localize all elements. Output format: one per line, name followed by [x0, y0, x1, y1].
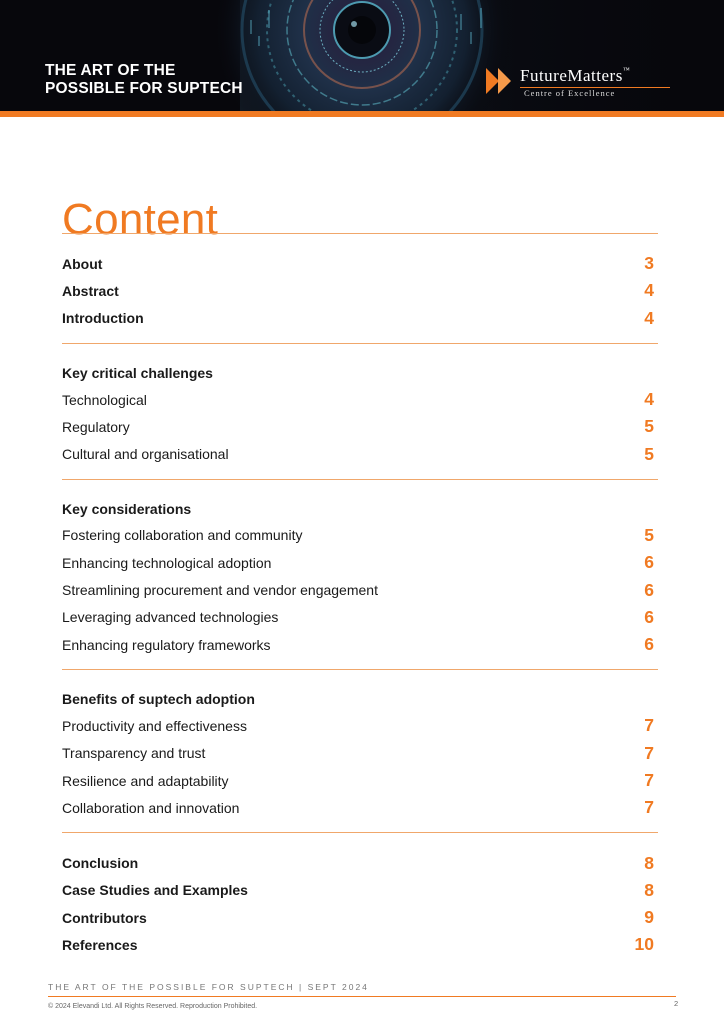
- toc-entry[interactable]: [62, 413, 658, 440]
- footer-copyright: © 2024 Elevandi Ltd. All Rights Reserved. Reproduction Prohibited.: [48, 1003, 258, 1010]
- toc-entry[interactable]: [62, 277, 658, 304]
- toc-entry-page: 5: [644, 416, 654, 437]
- toc-entry-page: 7: [644, 797, 654, 818]
- toc-entry-page: 4: [644, 280, 654, 301]
- toc-entry-label: References: [62, 936, 138, 953]
- toc-section: [62, 669, 658, 832]
- toc-entry-page: 6: [644, 606, 654, 627]
- toc-entry[interactable]: [62, 305, 658, 332]
- toc-entry[interactable]: [62, 877, 658, 904]
- banner-title-line2: POSSIBLE FOR SUPTECH: [45, 80, 243, 97]
- toc-entry[interactable]: [62, 931, 658, 958]
- page-title: Content: [62, 195, 219, 245]
- toc-entry-label: Resilience and adaptability: [62, 772, 229, 789]
- toc-entry-label: Enhancing regulatory frameworks: [62, 636, 271, 653]
- toc-entry-label: Transparency and trust: [62, 745, 206, 762]
- toc-entry-page: 4: [644, 389, 654, 410]
- toc-entry-page: 5: [644, 443, 654, 464]
- toc-entry-page: 3: [644, 253, 654, 274]
- header-banner: [0, 0, 724, 111]
- toc-section: [62, 479, 658, 669]
- toc-entry[interactable]: [62, 712, 658, 739]
- toc-entry-page: 5: [644, 524, 654, 545]
- toc-section: [62, 343, 658, 479]
- toc-entry[interactable]: [62, 549, 658, 576]
- toc-entry-page: 7: [644, 770, 654, 790]
- toc-entry[interactable]: [62, 386, 658, 413]
- toc-entry-page: 6: [644, 579, 654, 600]
- toc-entry-page: 6: [644, 552, 654, 573]
- toc-entry-label: Leveraging advanced technologies: [62, 609, 279, 626]
- toc-entry[interactable]: [62, 604, 658, 631]
- futurematters-logo: [486, 66, 686, 102]
- toc-entry-label: Case Studies and Examples: [62, 882, 248, 899]
- toc-entry-page: 7: [644, 742, 654, 763]
- toc-entry-label: Fostering collaboration and community: [62, 527, 303, 544]
- toc-entry-page: 6: [644, 634, 654, 655]
- toc-entry-label: Productivity and effectiveness: [62, 717, 247, 734]
- toc-entry[interactable]: [62, 767, 658, 794]
- toc-entry[interactable]: [62, 904, 658, 931]
- logo-name: FutureMatters™: [520, 66, 631, 85]
- toc-entry-label: Streamlining procurement and vendor engagement: [62, 582, 378, 599]
- toc-section: [62, 233, 658, 343]
- header-accent-bar: [0, 111, 724, 117]
- toc-entry-page: 4: [644, 307, 654, 328]
- toc-entry-label: Contributors: [62, 909, 147, 926]
- toc-entry-label: Conclusion: [62, 855, 139, 872]
- toc-entry-page: 10: [634, 934, 654, 955]
- toc-entry-label: Abstract: [62, 282, 119, 299]
- toc-entry-label: Cultural and organisational: [62, 446, 229, 463]
- toc-entry-label: Enhancing technological adoption: [62, 554, 272, 571]
- toc-section: [62, 832, 658, 969]
- footer-page-number: 2: [674, 999, 679, 1008]
- toc-entry-page: 8: [644, 879, 654, 900]
- toc-entry-label: About: [62, 255, 103, 272]
- toc-entry-label: Technological: [62, 391, 147, 408]
- toc-entry-page: 7: [644, 715, 654, 736]
- toc-entry[interactable]: [62, 794, 658, 821]
- toc-entry[interactable]: [62, 250, 658, 277]
- toc-entry[interactable]: [62, 576, 658, 603]
- table-of-contents: [62, 233, 658, 970]
- toc-entry-page: 8: [644, 852, 654, 873]
- banner-title-line1: THE ART OF THE: [45, 62, 176, 79]
- toc-entry-label: Collaboration and innovation: [62, 799, 240, 816]
- toc-entry-page: 9: [644, 907, 654, 928]
- double-chevron-icon: [486, 68, 514, 94]
- banner-title: [45, 62, 243, 98]
- toc-section-heading: Key critical challenges: [62, 364, 213, 381]
- toc-entry[interactable]: [62, 440, 658, 467]
- toc-entry[interactable]: [62, 740, 658, 767]
- toc-entry[interactable]: [62, 849, 658, 876]
- toc-entry[interactable]: [62, 631, 658, 658]
- toc-entry-label: Regulatory: [62, 418, 130, 435]
- toc-section-heading: Key considerations: [62, 500, 192, 517]
- logo-subtitle: Centre of Excellence: [524, 88, 616, 98]
- toc-entry-label: Introduction: [62, 310, 144, 327]
- toc-section-heading: Benefits of suptech adoption: [62, 691, 255, 708]
- toc-entry[interactable]: [62, 522, 658, 549]
- footer-running-title: THE ART OF THE POSSIBLE FOR SUPTECH | SEPT 2024: [48, 982, 369, 992]
- footer-divider: [48, 996, 676, 997]
